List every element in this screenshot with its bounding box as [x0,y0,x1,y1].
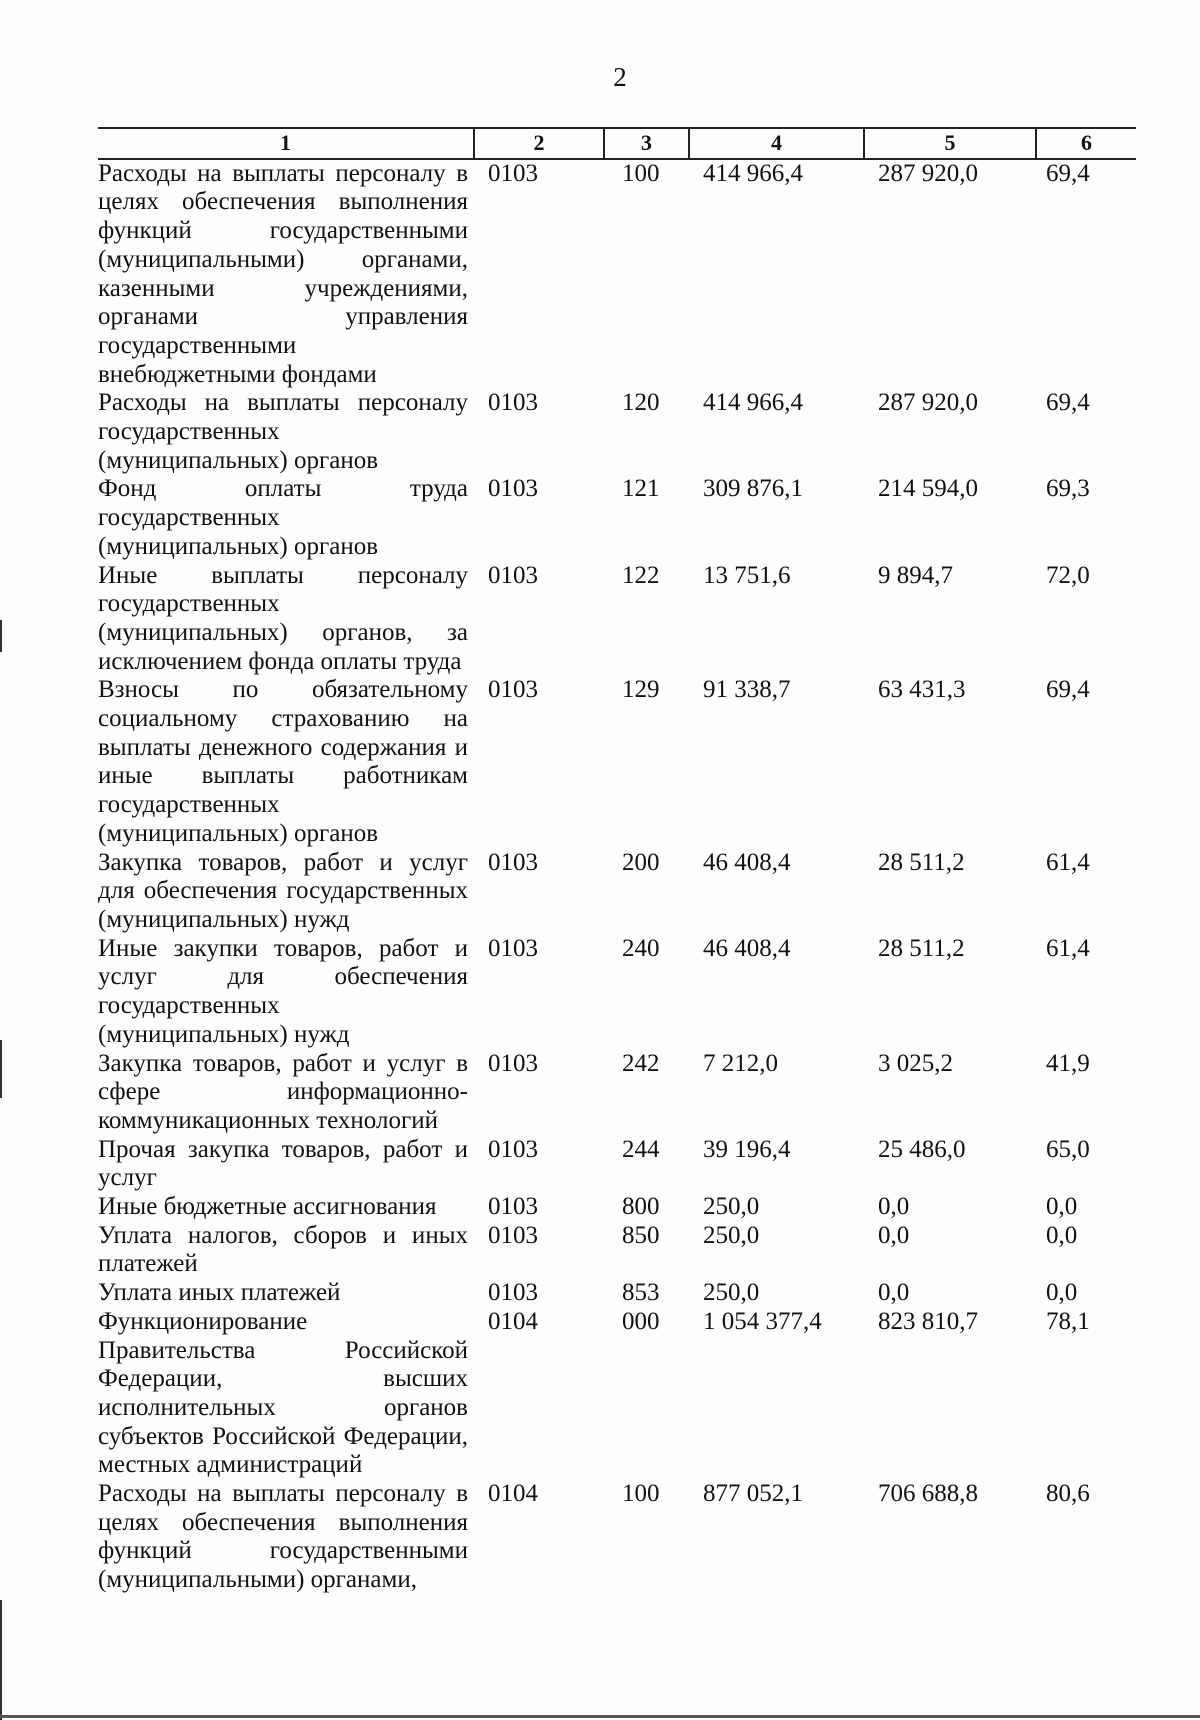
execution-percent: 61,4 [1046,848,1090,876]
planned-amount: 7 212,0 [703,1049,778,1077]
column-header-5: 5 [864,128,1036,159]
execution-percent: 69,3 [1046,475,1090,503]
expense-type-code: 000 [622,1307,660,1335]
expense-type-code: 242 [622,1049,660,1077]
table-row [98,1222,1136,1279]
expense-type-code: 800 [622,1193,660,1221]
expense-type-code: 244 [622,1135,660,1163]
section-code: 0103 [488,1279,538,1307]
expense-name: Расходы на выплаты персоналу государственных (муниципальных) органов [98,389,468,474]
actual-amount: 3 025,2 [878,1049,953,1077]
planned-amount: 250,0 [703,1279,760,1307]
budget-table [98,127,1136,1595]
planned-amount: 414 966,4 [703,389,803,417]
execution-percent: 0,0 [1046,1193,1078,1221]
expense-name: Фонд оплаты труда государственных (муниципальных) органов [98,475,468,560]
expense-name: Закупка товаров, работ и услуг в сфере информационно-коммуникационных технологий [98,1049,468,1134]
table-row [98,1050,1136,1136]
expense-type-code: 121 [622,475,660,503]
table-row [98,1480,1136,1595]
expense-name: Иные бюджетные ассигнования [98,1193,437,1221]
section-code: 0103 [488,848,538,876]
table-row [98,1136,1136,1193]
column-header-4: 4 [689,128,864,159]
header-row [98,128,1136,159]
expense-name: Закупка товаров, работ и услуг для обеспечения государственных (муниципальных) нужд [98,848,468,933]
planned-amount: 13 751,6 [703,561,791,589]
actual-amount: 706 688,8 [878,1480,978,1508]
column-header-3: 3 [604,128,689,159]
execution-percent: 72,0 [1046,561,1090,589]
planned-amount: 91 338,7 [703,676,791,704]
actual-amount: 9 894,7 [878,561,953,589]
section-code: 0104 [488,1480,538,1508]
column-header-6: 6 [1036,128,1136,159]
expense-name: Иные закупки товаров, работ и услуг для обеспечения государственных (муниципальных) нужд [98,934,468,1048]
expense-name: Расходы на выплаты персоналу в целях обеспечения выполнения функций государственными (муниципальными) органами, [98,1480,468,1594]
table-row [98,1308,1136,1480]
planned-amount: 414 966,4 [703,159,803,187]
expense-name: Иные выплаты персоналу государственных (муниципальных) органов, за исключением фонда оплаты труда [98,561,468,675]
actual-amount: 0,0 [878,1279,910,1307]
actual-amount: 28 511,2 [878,934,965,962]
section-code: 0103 [488,561,538,589]
table-body [98,159,1136,1595]
expense-type-code: 853 [622,1279,660,1307]
scan-edge-mark [0,620,2,652]
expense-name: Расходы на выплаты персоналу в целях обеспечения выполнения функций государственными (муниципальными) органами, казенными учреждениями, органами управления государственными внебюджетными фондами [98,159,468,388]
expense-name: Функционирование Правительства Российской Федерации, высших исполнительных органов субъектов Российской Федерации, местных администраций [98,1307,468,1479]
table-row [98,935,1136,1050]
section-code: 0104 [488,1307,538,1335]
table-row [98,676,1136,848]
execution-percent: 69,4 [1046,676,1090,704]
execution-percent: 41,9 [1046,1049,1090,1077]
expense-type-code: 100 [622,159,660,187]
execution-percent: 0,0 [1046,1279,1078,1307]
section-code: 0103 [488,934,538,962]
section-code: 0103 [488,1193,538,1221]
planned-amount: 46 408,4 [703,848,791,876]
expense-name: Взносы по обязательному социальному страхованию на выплаты денежного содержания и иные выплаты работникам государственных (муниципальных) органов [98,676,468,847]
execution-percent: 0,0 [1046,1221,1078,1249]
planned-amount: 877 052,1 [703,1480,803,1508]
actual-amount: 287 920,0 [878,159,978,187]
section-code: 0103 [488,475,538,503]
expense-type-code: 240 [622,934,660,962]
table-row [98,1193,1136,1222]
actual-amount: 63 431,3 [878,676,966,704]
scan-edge-mark [0,1040,2,1098]
planned-amount: 39 196,4 [703,1135,791,1163]
table-row [98,475,1136,561]
section-code: 0103 [488,1221,538,1249]
execution-percent: 61,4 [1046,934,1090,962]
actual-amount: 25 486,0 [878,1135,966,1163]
table-row [98,562,1136,677]
actual-amount: 287 920,0 [878,389,978,417]
execution-percent: 80,6 [1046,1480,1090,1508]
execution-percent: 69,4 [1046,389,1090,417]
planned-amount: 250,0 [703,1193,760,1221]
table-row [98,159,1136,390]
expense-name: Уплата налогов, сборов и иных платежей [98,1221,468,1278]
table-row [98,1279,1136,1308]
section-code: 0103 [488,1049,538,1077]
execution-percent: 65,0 [1046,1135,1090,1163]
section-code: 0103 [488,159,538,187]
planned-amount: 250,0 [703,1221,760,1249]
page-number: 2 [613,62,627,92]
execution-percent: 69,4 [1046,159,1090,187]
expense-type-code: 122 [622,561,660,589]
table-row [98,389,1136,475]
planned-amount: 309 876,1 [703,475,803,503]
actual-amount: 0,0 [878,1221,910,1249]
column-header-1: 1 [98,128,474,159]
actual-amount: 28 511,2 [878,848,965,876]
expense-type-code: 120 [622,389,660,417]
expense-name: Уплата иных платежей [98,1279,341,1307]
table-row [98,849,1136,935]
actual-amount: 214 594,0 [878,475,978,503]
expense-type-code: 129 [622,676,660,704]
section-code: 0103 [488,1135,538,1163]
expense-type-code: 850 [622,1221,660,1249]
section-code: 0103 [488,676,538,704]
section-code: 0103 [488,389,538,417]
planned-amount: 1 054 377,4 [703,1307,822,1335]
actual-amount: 0,0 [878,1193,910,1221]
expense-type-code: 100 [622,1480,660,1508]
expense-type-code: 200 [622,848,660,876]
actual-amount: 823 810,7 [878,1307,978,1335]
expense-name: Прочая закупка товаров, работ и услуг [98,1135,468,1192]
scan-edge-line [0,1715,1200,1718]
planned-amount: 46 408,4 [703,934,791,962]
column-header-2: 2 [474,128,604,159]
scan-edge-mark [0,1600,2,1720]
execution-percent: 78,1 [1046,1307,1090,1335]
